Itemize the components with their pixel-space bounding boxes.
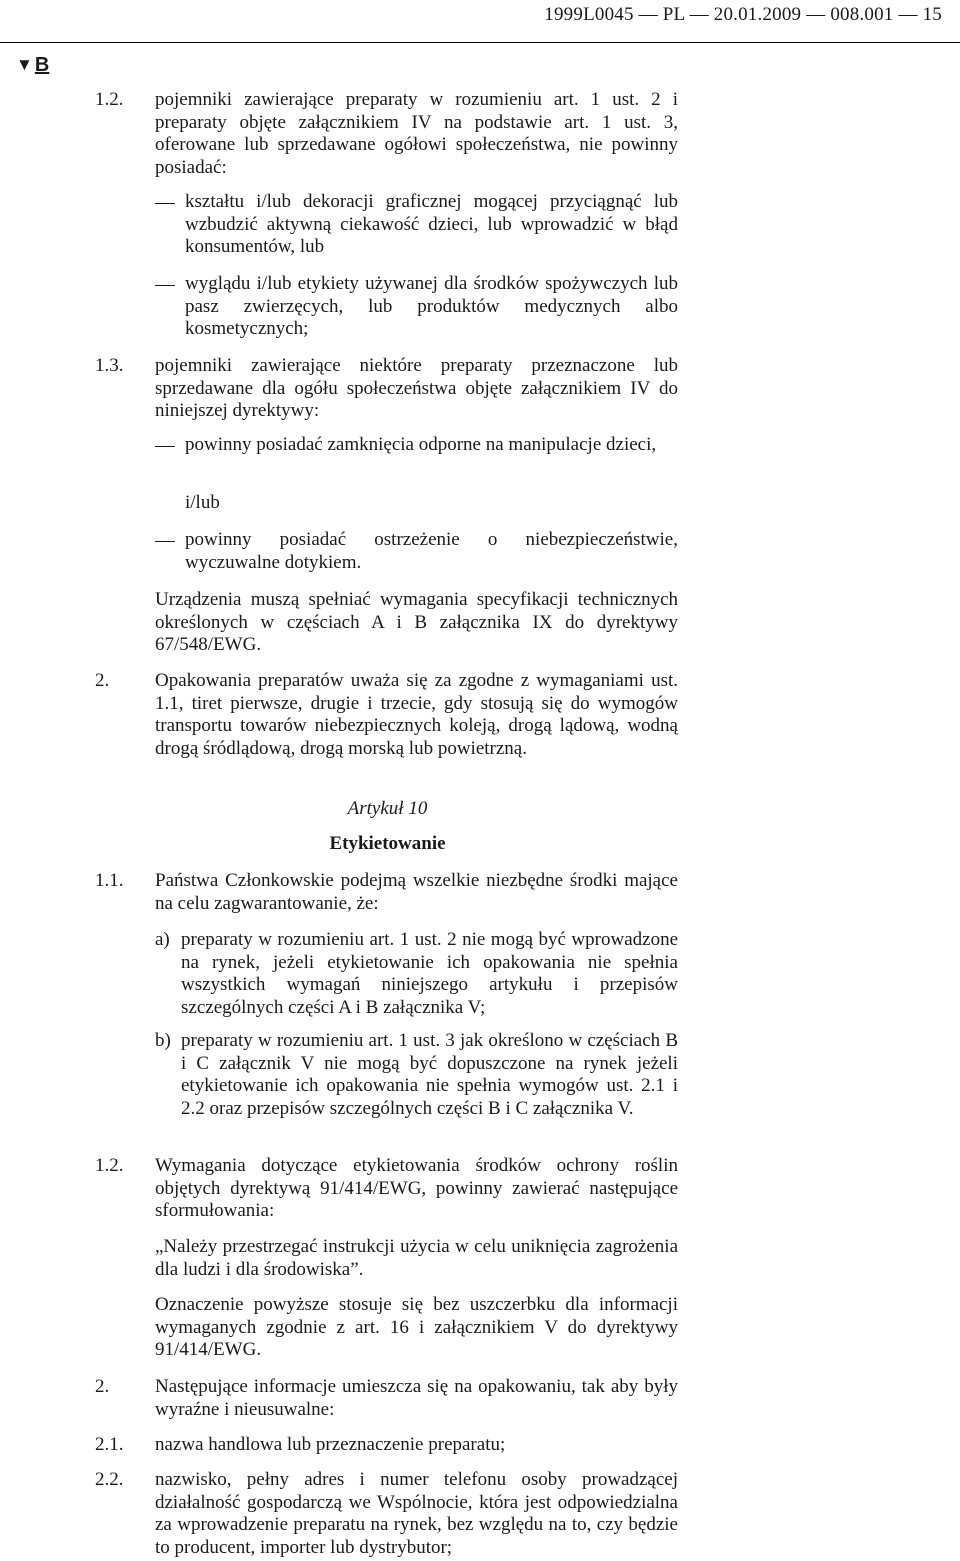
quoted-statement: „Należy przestrzegać instrukcji użycia w celu uniknięcia zagrożenia dla ludzi i dla środowiska”. xyxy=(155,1236,678,1280)
list-item-text: preparaty w rozumieniu art. 1 ust. 2 nie mogą być wprowadzone na rynek, jeżeli etykietowanie ich opakowania nie spełnia wszystkich wymagań niniejszego artykułu i przepisów szczególnych części A i B załącznika V; xyxy=(181,929,678,1018)
indent-text: powinny posiadać ostrzeżenie o niebezpieczeństwie, wyczuwalne dotykiem. xyxy=(185,529,678,573)
dash-bullet xyxy=(155,541,175,542)
document-reference: 1999L0045 — PL — 20.01.2009 — 008.001 — 15 xyxy=(544,4,942,25)
paragraph: Oznaczenie powyższe stosuje się bez uszczerbku dla informacji wymaganych zgodnie z art. 16 i załącznikiem V do dyrektywy 91/414/EWG. xyxy=(155,1294,678,1360)
point-number: 1.1. xyxy=(95,870,124,891)
point-text: Następujące informacje umieszcza się na opakowaniu, tak aby były wyraźne i nieusuwalne: xyxy=(155,1376,678,1420)
dash-bullet xyxy=(155,446,175,447)
point-text: pojemniki zawierające niektóre preparaty przeznaczone lub sprzedawane dla ogółu społeczeństwa objęte załącznikiem IV do niniejszej dyrektywy: xyxy=(155,355,678,421)
indent-text: powinny posiadać zamknięcia odporne na manipulacje dzieci, xyxy=(185,434,657,455)
point-number: 1.2. xyxy=(95,89,124,110)
point-number: 1.2. xyxy=(95,1155,124,1176)
point-number: 2. xyxy=(95,670,110,691)
triangle-down-icon: ▼ xyxy=(16,55,33,74)
indent-text: kształtu i/lub dekoracji graficznej mogącej przyciągnąć lub wzbudzić aktywną ciekawość dzieci, lub wprowadzić w błąd konsumentów, lub xyxy=(185,191,678,257)
paragraph: Urządzenia muszą spełniać wymagania specyfikacji technicznych określonych w częściach A i B załącznika IX do dyrektywy 67/548/EWG. xyxy=(155,589,678,655)
point-number: 2.2. xyxy=(95,1469,124,1490)
point-text: nazwa handlowa lub przeznaczenie preparatu; xyxy=(155,1434,506,1455)
amendment-marker-label[interactable]: B xyxy=(34,54,50,76)
point-text: pojemniki zawierające preparaty w rozumieniu art. 1 ust. 2 i preparaty objęte załącznikiem IV na podstawie art. 1 ust. 3, oferowane lub sprzedawane ogółowi społeczeństwa, nie powinny posiadać: xyxy=(155,89,678,178)
list-item-text: preparaty w rozumieniu art. 1 ust. 3 jak określono w częściach B i C załącznik V nie mogą być dopuszczone na rynek jeżeli etykietowanie ich opakowania nie spełnia wymogów ust. 2.1 i 2.2 oraz przepisów szczególnych części B i C załącznika V. xyxy=(181,1030,678,1119)
point-text: Wymagania dotyczące etykietowania środków ochrony roślin objętych dyrektywą 91/414/EWG, powinny zawierać następujące sformułowania: xyxy=(155,1155,678,1221)
point-number: 1.3. xyxy=(95,355,124,376)
list-letter: a) xyxy=(155,929,170,950)
or-connector: i/lub xyxy=(185,492,220,513)
article-label: Artykuł 10 xyxy=(347,798,428,819)
article-title: Etykietowanie xyxy=(329,833,446,854)
list-letter: b) xyxy=(155,1030,171,1051)
dash-bullet xyxy=(155,203,175,204)
dash-bullet xyxy=(155,285,175,286)
point-text: nazwisko, pełny adres i numer telefonu osoby prowadzącej działalność gospodarczą we Wspólnocie, która jest odpowiedzialna za wprowadzenie preparatu na rynek, bez względu na to, czy będzie to producent, importer lub dystrybutor; xyxy=(155,1469,678,1558)
point-text: Państwa Członkowskie podejmą wszelkie niezbędne środki mające na celu zagwarantowanie, że: xyxy=(155,870,678,914)
indent-text: wyglądu i/lub etykiety używanej dla środków spożywczych lub pasz zwierzęcych, lub produktów medycznych albo kosmetycznych; xyxy=(185,273,678,339)
amendment-marker[interactable] xyxy=(16,54,49,77)
point-number: 2. xyxy=(95,1376,110,1397)
point-text: Opakowania preparatów uważa się za zgodne z wymaganiami ust. 1.1, tiret pierwsze, drugie i trzecie, gdy stosują się do wymogów transportu towarów niebezpiecznych koleją, drogą lądową, wodną drogą śródlądową, drogą morską lub powietrzną. xyxy=(155,670,678,759)
point-number: 2.1. xyxy=(95,1434,124,1455)
